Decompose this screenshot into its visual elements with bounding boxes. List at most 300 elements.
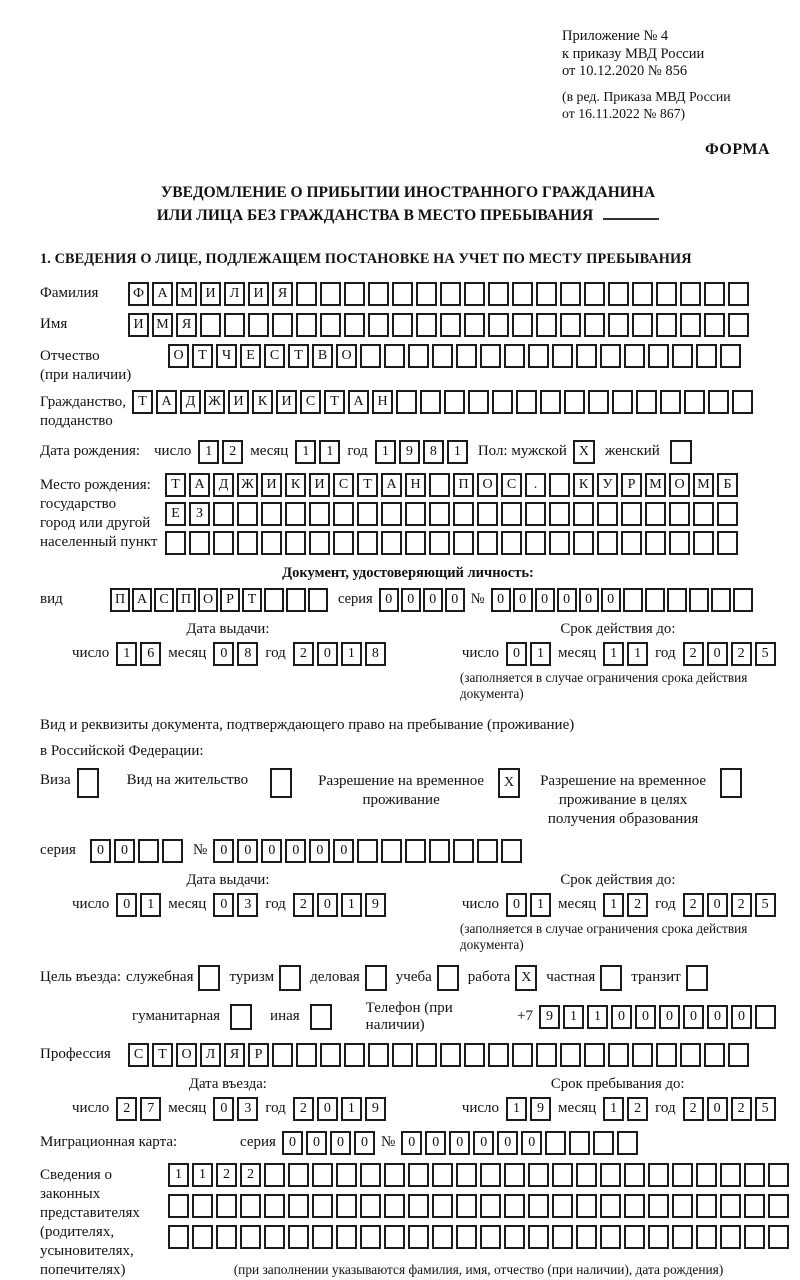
char-cell[interactable]: [312, 1225, 333, 1249]
char-cell[interactable]: [504, 344, 525, 368]
char-cell[interactable]: [162, 839, 183, 863]
char-cell[interactable]: [584, 313, 605, 337]
char-cell[interactable]: [696, 1194, 717, 1218]
char-cell[interactable]: 0: [213, 839, 234, 863]
char-cell[interactable]: [192, 1194, 213, 1218]
char-cell[interactable]: [296, 282, 317, 306]
char-cell[interactable]: [138, 839, 159, 863]
residence-valid-year-cells[interactable]: [683, 893, 776, 917]
stay-month-cells[interactable]: [603, 1097, 648, 1121]
char-cell[interactable]: И: [261, 473, 282, 497]
char-cell[interactable]: 0: [379, 588, 399, 612]
char-cell[interactable]: [272, 313, 293, 337]
char-cell[interactable]: [704, 313, 725, 337]
char-cell[interactable]: [444, 390, 465, 414]
char-cell[interactable]: [600, 1194, 621, 1218]
purpose-option-checkbox[interactable]: [600, 965, 622, 991]
char-cell[interactable]: М: [176, 282, 197, 306]
char-cell[interactable]: [536, 282, 557, 306]
char-cell[interactable]: [492, 390, 513, 414]
char-cell[interactable]: [645, 502, 666, 526]
char-cell[interactable]: [560, 313, 581, 337]
char-cell[interactable]: [288, 1163, 309, 1187]
char-cell[interactable]: 0: [707, 642, 728, 666]
char-cell[interactable]: [384, 1194, 405, 1218]
char-cell[interactable]: [416, 282, 437, 306]
char-cell[interactable]: 0: [213, 893, 234, 917]
char-cell[interactable]: [320, 282, 341, 306]
char-cell[interactable]: [552, 1225, 573, 1249]
char-cell[interactable]: 0: [601, 588, 621, 612]
char-cell[interactable]: [456, 344, 477, 368]
char-cell[interactable]: [512, 1043, 533, 1067]
char-cell[interactable]: [357, 531, 378, 555]
char-cell[interactable]: У: [597, 473, 618, 497]
char-cell[interactable]: [405, 502, 426, 526]
purpose-option-checkbox[interactable]: [310, 1004, 332, 1030]
char-cell[interactable]: Т: [192, 344, 213, 368]
stay-day-cells[interactable]: [506, 1097, 551, 1121]
char-cell[interactable]: [645, 531, 666, 555]
char-cell[interactable]: [360, 1225, 381, 1249]
patronymic-cells[interactable]: [168, 344, 741, 368]
char-cell[interactable]: 0: [116, 893, 137, 917]
char-cell[interactable]: [213, 502, 234, 526]
purpose-option-checkbox[interactable]: [279, 965, 301, 991]
char-cell[interactable]: [576, 344, 597, 368]
migration-series-cells[interactable]: [282, 1131, 375, 1155]
char-cell[interactable]: [576, 1163, 597, 1187]
char-cell[interactable]: [621, 502, 642, 526]
char-cell[interactable]: [717, 502, 738, 526]
char-cell[interactable]: 0: [611, 1005, 632, 1029]
char-cell[interactable]: [672, 344, 693, 368]
char-cell[interactable]: О: [168, 344, 189, 368]
char-cell[interactable]: [552, 1194, 573, 1218]
char-cell[interactable]: [560, 1043, 581, 1067]
char-cell[interactable]: А: [132, 588, 152, 612]
char-cell[interactable]: 9: [530, 1097, 551, 1121]
char-cell[interactable]: [429, 531, 450, 555]
char-cell[interactable]: [440, 282, 461, 306]
char-cell[interactable]: [333, 531, 354, 555]
char-cell[interactable]: [696, 344, 717, 368]
char-cell[interactable]: [621, 531, 642, 555]
char-cell[interactable]: [689, 588, 709, 612]
char-cell[interactable]: П: [176, 588, 196, 612]
char-cell[interactable]: [549, 531, 570, 555]
char-cell[interactable]: И: [248, 282, 269, 306]
given-name-cells[interactable]: [128, 313, 749, 337]
char-cell[interactable]: [624, 1194, 645, 1218]
doc-issue-month-cells[interactable]: [213, 642, 258, 666]
char-cell[interactable]: 1: [447, 440, 468, 464]
char-cell[interactable]: [512, 313, 533, 337]
char-cell[interactable]: [432, 1163, 453, 1187]
char-cell[interactable]: [368, 313, 389, 337]
char-cell[interactable]: [381, 502, 402, 526]
char-cell[interactable]: 2: [240, 1163, 261, 1187]
char-cell[interactable]: [660, 390, 681, 414]
char-cell[interactable]: [440, 313, 461, 337]
char-cell[interactable]: 1: [192, 1163, 213, 1187]
char-cell[interactable]: 0: [333, 839, 354, 863]
char-cell[interactable]: [392, 313, 413, 337]
char-cell[interactable]: [224, 313, 245, 337]
char-cell[interactable]: Т: [288, 344, 309, 368]
char-cell[interactable]: [684, 390, 705, 414]
char-cell[interactable]: [237, 531, 258, 555]
char-cell[interactable]: [468, 390, 489, 414]
char-cell[interactable]: И: [228, 390, 249, 414]
char-cell[interactable]: И: [309, 473, 330, 497]
char-cell[interactable]: [261, 502, 282, 526]
char-cell[interactable]: 0: [491, 588, 511, 612]
char-cell[interactable]: [576, 1225, 597, 1249]
char-cell[interactable]: 0: [423, 588, 443, 612]
char-cell[interactable]: [357, 839, 378, 863]
char-cell[interactable]: [608, 282, 629, 306]
char-cell[interactable]: [408, 344, 429, 368]
char-cell[interactable]: В: [312, 344, 333, 368]
char-cell[interactable]: [584, 1043, 605, 1067]
citizenship-cells[interactable]: [132, 390, 753, 414]
char-cell[interactable]: 0: [513, 588, 533, 612]
char-cell[interactable]: 0: [317, 642, 338, 666]
char-cell[interactable]: [720, 344, 741, 368]
char-cell[interactable]: 1: [587, 1005, 608, 1029]
char-cell[interactable]: 8: [237, 642, 258, 666]
char-cell[interactable]: 0: [707, 1097, 728, 1121]
char-cell[interactable]: [588, 390, 609, 414]
char-cell[interactable]: [632, 1043, 653, 1067]
char-cell[interactable]: 9: [365, 893, 386, 917]
char-cell[interactable]: [480, 1225, 501, 1249]
char-cell[interactable]: 1: [375, 440, 396, 464]
char-cell[interactable]: [584, 282, 605, 306]
birth-day-cells[interactable]: [198, 440, 243, 464]
char-cell[interactable]: [528, 1194, 549, 1218]
char-cell[interactable]: С: [128, 1043, 149, 1067]
char-cell[interactable]: [432, 1194, 453, 1218]
char-cell[interactable]: [312, 1194, 333, 1218]
char-cell[interactable]: 2: [116, 1097, 137, 1121]
residence-valid-day-cells[interactable]: [506, 893, 551, 917]
char-cell[interactable]: 1: [168, 1163, 189, 1187]
residence-permit-checkbox[interactable]: [270, 768, 292, 798]
char-cell[interactable]: П: [110, 588, 130, 612]
profession-cells[interactable]: [128, 1043, 749, 1067]
char-cell[interactable]: Т: [242, 588, 262, 612]
char-cell[interactable]: [392, 1043, 413, 1067]
char-cell[interactable]: 0: [473, 1131, 494, 1155]
char-cell[interactable]: [552, 1163, 573, 1187]
char-cell[interactable]: [696, 1225, 717, 1249]
char-cell[interactable]: 0: [282, 1131, 303, 1155]
phone-cells[interactable]: [539, 1005, 776, 1029]
char-cell[interactable]: С: [300, 390, 321, 414]
char-cell[interactable]: А: [189, 473, 210, 497]
char-cell[interactable]: [464, 1043, 485, 1067]
char-cell[interactable]: [536, 1043, 557, 1067]
char-cell[interactable]: 0: [90, 839, 111, 863]
char-cell[interactable]: [512, 282, 533, 306]
char-cell[interactable]: Я: [224, 1043, 245, 1067]
char-cell[interactable]: [237, 502, 258, 526]
char-cell[interactable]: [456, 1194, 477, 1218]
char-cell[interactable]: [636, 390, 657, 414]
char-cell[interactable]: 5: [755, 1097, 776, 1121]
char-cell[interactable]: [516, 390, 537, 414]
char-cell[interactable]: [528, 1225, 549, 1249]
char-cell[interactable]: 2: [222, 440, 243, 464]
char-cell[interactable]: [732, 390, 753, 414]
entry-year-cells[interactable]: [293, 1097, 386, 1121]
char-cell[interactable]: [488, 282, 509, 306]
char-cell[interactable]: [408, 1163, 429, 1187]
char-cell[interactable]: М: [645, 473, 666, 497]
char-cell[interactable]: 2: [731, 642, 752, 666]
char-cell[interactable]: [669, 531, 690, 555]
char-cell[interactable]: 2: [293, 1097, 314, 1121]
char-cell[interactable]: 0: [445, 588, 465, 612]
doc-valid-year-cells[interactable]: [683, 642, 776, 666]
char-cell[interactable]: [368, 1043, 389, 1067]
char-cell[interactable]: [165, 531, 186, 555]
char-cell[interactable]: С: [264, 344, 285, 368]
char-cell[interactable]: [504, 1225, 525, 1249]
birth-place-row3-cells[interactable]: [165, 531, 738, 555]
char-cell[interactable]: Н: [372, 390, 393, 414]
char-cell[interactable]: [564, 390, 585, 414]
char-cell[interactable]: [573, 502, 594, 526]
char-cell[interactable]: 1: [341, 1097, 362, 1121]
purpose-option-checkbox[interactable]: [365, 965, 387, 991]
char-cell[interactable]: 2: [216, 1163, 237, 1187]
char-cell[interactable]: [624, 1225, 645, 1249]
char-cell[interactable]: [672, 1225, 693, 1249]
char-cell[interactable]: Б: [717, 473, 738, 497]
char-cell[interactable]: [632, 282, 653, 306]
char-cell[interactable]: [264, 1194, 285, 1218]
char-cell[interactable]: [432, 344, 453, 368]
residence-issue-month-cells[interactable]: [213, 893, 258, 917]
char-cell[interactable]: [405, 531, 426, 555]
residence-series-cells[interactable]: [90, 839, 183, 863]
char-cell[interactable]: [320, 1043, 341, 1067]
char-cell[interactable]: К: [285, 473, 306, 497]
char-cell[interactable]: [680, 1043, 701, 1067]
char-cell[interactable]: [608, 1043, 629, 1067]
char-cell[interactable]: [360, 1163, 381, 1187]
char-cell[interactable]: Ж: [204, 390, 225, 414]
char-cell[interactable]: [308, 588, 328, 612]
char-cell[interactable]: [333, 502, 354, 526]
purpose-option-checkbox[interactable]: X: [515, 965, 537, 991]
entry-month-cells[interactable]: [213, 1097, 258, 1121]
char-cell[interactable]: Н: [405, 473, 426, 497]
char-cell[interactable]: [573, 531, 594, 555]
char-cell[interactable]: [623, 588, 643, 612]
char-cell[interactable]: 0: [659, 1005, 680, 1029]
char-cell[interactable]: [344, 1043, 365, 1067]
representatives-row3-cells[interactable]: [168, 1225, 789, 1249]
char-cell[interactable]: 0: [306, 1131, 327, 1155]
char-cell[interactable]: [312, 1163, 333, 1187]
char-cell[interactable]: 2: [683, 1097, 704, 1121]
char-cell[interactable]: И: [276, 390, 297, 414]
char-cell[interactable]: 1: [530, 642, 551, 666]
char-cell[interactable]: 1: [295, 440, 316, 464]
char-cell[interactable]: [420, 390, 441, 414]
char-cell[interactable]: 0: [497, 1131, 518, 1155]
char-cell[interactable]: [286, 588, 306, 612]
char-cell[interactable]: [384, 344, 405, 368]
char-cell[interactable]: З: [189, 502, 210, 526]
char-cell[interactable]: [360, 1194, 381, 1218]
char-cell[interactable]: [408, 1225, 429, 1249]
char-cell[interactable]: [504, 1194, 525, 1218]
char-cell[interactable]: [600, 1163, 621, 1187]
char-cell[interactable]: [240, 1194, 261, 1218]
char-cell[interactable]: [617, 1131, 638, 1155]
char-cell[interactable]: [456, 1163, 477, 1187]
char-cell[interactable]: [477, 531, 498, 555]
char-cell[interactable]: С: [501, 473, 522, 497]
char-cell[interactable]: [528, 1163, 549, 1187]
char-cell[interactable]: 0: [521, 1131, 542, 1155]
char-cell[interactable]: [456, 1225, 477, 1249]
char-cell[interactable]: [477, 502, 498, 526]
surname-cells[interactable]: [128, 282, 749, 306]
purpose-option-checkbox[interactable]: [198, 965, 220, 991]
char-cell[interactable]: [296, 313, 317, 337]
char-cell[interactable]: Т: [152, 1043, 173, 1067]
char-cell[interactable]: 1: [603, 1097, 624, 1121]
char-cell[interactable]: [632, 313, 653, 337]
char-cell[interactable]: 0: [237, 839, 258, 863]
doc-series-cells[interactable]: [379, 588, 465, 612]
char-cell[interactable]: [464, 313, 485, 337]
char-cell[interactable]: [264, 1225, 285, 1249]
char-cell[interactable]: [408, 1194, 429, 1218]
char-cell[interactable]: [504, 1163, 525, 1187]
char-cell[interactable]: 0: [261, 839, 282, 863]
char-cell[interactable]: 0: [557, 588, 577, 612]
char-cell[interactable]: [680, 282, 701, 306]
residence-issue-day-cells[interactable]: [116, 893, 161, 917]
char-cell[interactable]: [440, 1043, 461, 1067]
char-cell[interactable]: [480, 1163, 501, 1187]
char-cell[interactable]: [200, 313, 221, 337]
char-cell[interactable]: [480, 344, 501, 368]
char-cell[interactable]: [264, 588, 284, 612]
char-cell[interactable]: [672, 1194, 693, 1218]
char-cell[interactable]: [344, 282, 365, 306]
char-cell[interactable]: 9: [365, 1097, 386, 1121]
char-cell[interactable]: [552, 344, 573, 368]
char-cell[interactable]: [608, 313, 629, 337]
char-cell[interactable]: О: [198, 588, 218, 612]
migration-number-cells[interactable]: [401, 1131, 638, 1155]
char-cell[interactable]: [549, 502, 570, 526]
doc-type-cells[interactable]: [110, 588, 328, 612]
char-cell[interactable]: [368, 282, 389, 306]
char-cell[interactable]: 0: [354, 1131, 375, 1155]
char-cell[interactable]: [667, 588, 687, 612]
char-cell[interactable]: [728, 313, 749, 337]
char-cell[interactable]: 0: [506, 642, 527, 666]
char-cell[interactable]: [600, 1225, 621, 1249]
doc-valid-month-cells[interactable]: [603, 642, 648, 666]
char-cell[interactable]: 1: [341, 893, 362, 917]
char-cell[interactable]: Л: [224, 282, 245, 306]
char-cell[interactable]: [405, 839, 426, 863]
purpose-option-checkbox[interactable]: [437, 965, 459, 991]
char-cell[interactable]: [309, 531, 330, 555]
char-cell[interactable]: С: [333, 473, 354, 497]
char-cell[interactable]: Д: [213, 473, 234, 497]
char-cell[interactable]: [656, 313, 677, 337]
visa-checkbox[interactable]: [77, 768, 99, 798]
char-cell[interactable]: [453, 839, 474, 863]
char-cell[interactable]: [560, 282, 581, 306]
char-cell[interactable]: И: [200, 282, 221, 306]
char-cell[interactable]: [248, 313, 269, 337]
char-cell[interactable]: [168, 1194, 189, 1218]
purpose-option-checkbox[interactable]: [686, 965, 708, 991]
char-cell[interactable]: [261, 531, 282, 555]
char-cell[interactable]: 2: [731, 1097, 752, 1121]
char-cell[interactable]: М: [693, 473, 714, 497]
char-cell[interactable]: [213, 531, 234, 555]
char-cell[interactable]: [708, 390, 729, 414]
char-cell[interactable]: [597, 502, 618, 526]
char-cell[interactable]: [309, 502, 330, 526]
birth-year-cells[interactable]: [375, 440, 468, 464]
char-cell[interactable]: 2: [683, 893, 704, 917]
char-cell[interactable]: Т: [165, 473, 186, 497]
char-cell[interactable]: [648, 1163, 669, 1187]
char-cell[interactable]: [488, 313, 509, 337]
char-cell[interactable]: 0: [731, 1005, 752, 1029]
char-cell[interactable]: [525, 502, 546, 526]
char-cell[interactable]: 1: [530, 893, 551, 917]
char-cell[interactable]: [624, 1163, 645, 1187]
char-cell[interactable]: 0: [535, 588, 555, 612]
char-cell[interactable]: [264, 1163, 285, 1187]
char-cell[interactable]: [336, 1225, 357, 1249]
char-cell[interactable]: [696, 1163, 717, 1187]
char-cell[interactable]: [648, 344, 669, 368]
char-cell[interactable]: [576, 1194, 597, 1218]
char-cell[interactable]: 0: [707, 893, 728, 917]
char-cell[interactable]: С: [154, 588, 174, 612]
char-cell[interactable]: [672, 1163, 693, 1187]
char-cell[interactable]: [744, 1225, 765, 1249]
char-cell[interactable]: 1: [603, 642, 624, 666]
char-cell[interactable]: 0: [707, 1005, 728, 1029]
char-cell[interactable]: 0: [330, 1131, 351, 1155]
char-cell[interactable]: А: [348, 390, 369, 414]
char-cell[interactable]: [728, 1043, 749, 1067]
char-cell[interactable]: К: [252, 390, 273, 414]
char-cell[interactable]: И: [128, 313, 149, 337]
char-cell[interactable]: 2: [627, 1097, 648, 1121]
char-cell[interactable]: Е: [240, 344, 261, 368]
char-cell[interactable]: [717, 531, 738, 555]
char-cell[interactable]: [597, 531, 618, 555]
